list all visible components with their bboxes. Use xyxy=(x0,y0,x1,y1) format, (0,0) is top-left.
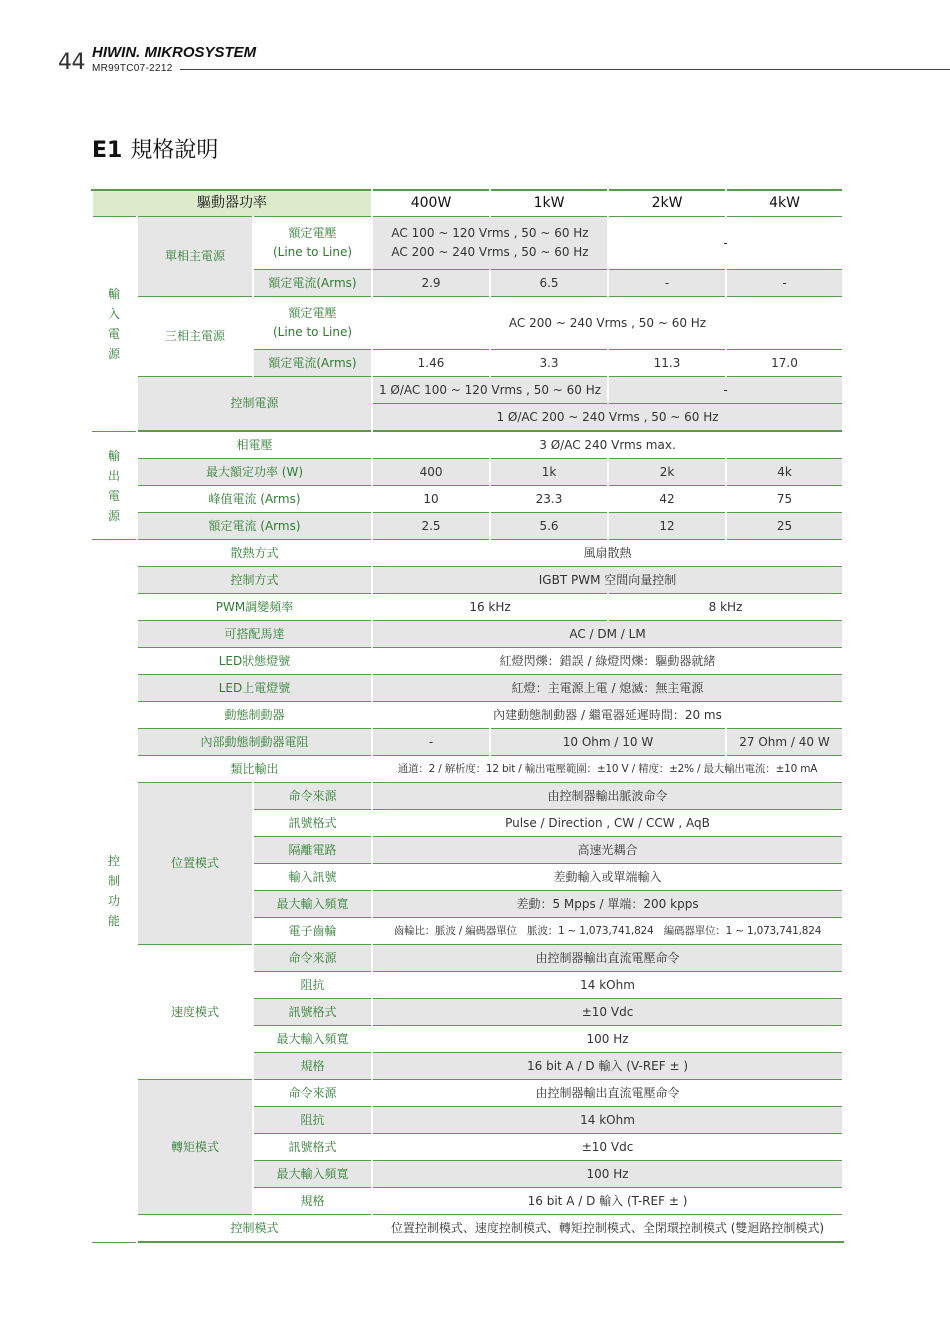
gear-value: 齒輪比：脈波 / 編碼器單位 脈波：1 ~ 1,073,741,824 編碼器單位：1 ~ 1,073,741,824 xyxy=(372,918,843,945)
control-modes-value: 位置控制模式、速度控制模式、轉矩控制模式、全閉環控制模式 (雙迴路控制模式) xyxy=(372,1215,843,1243)
led-power-value: 紅燈：主電源上電 / 熄滅：無主電源 xyxy=(372,675,843,702)
table-row xyxy=(92,459,843,486)
three-phase-voltage: AC 200 ~ 240 Vrms , 50 ~ 60 Hz xyxy=(372,297,843,350)
torque-mode-label: 轉矩模式 xyxy=(137,1080,253,1215)
cmd-source-label: 命令來源 xyxy=(253,945,372,972)
control-method-value: IGBT PWM 空間向量控制 xyxy=(372,567,843,594)
pwm-label: PWM調變頻率 xyxy=(137,594,372,621)
table-row xyxy=(92,621,843,648)
input-signal-value: 差動輸入或單端輸入 xyxy=(372,864,843,891)
control-power-high: 1 Ø/AC 200 ~ 240 Vrms , 50 ~ 60 Hz xyxy=(372,404,843,431)
table-cell: 23.3 xyxy=(490,486,608,513)
table-row xyxy=(92,377,843,404)
dyn-brake-value: 內建動態制動器 / 繼電器延遲時間：20 ms xyxy=(372,702,843,729)
signal-format-label: 訊號格式 xyxy=(253,810,372,837)
led-status-value: 紅燈閃爍：錯誤 / 綠燈閃爍：驅動器就緒 xyxy=(372,648,843,675)
peak-current-label: 峰值電流 (Arms) xyxy=(137,486,372,513)
dyn-resistor-label: 內部動態制動器電阻 xyxy=(137,729,372,756)
max-bandwidth-value: 100 Hz xyxy=(372,1161,843,1188)
table-cell: 1k xyxy=(490,459,608,486)
control-power-low: 1 Ø/AC 100 ~ 120 Vrms , 50 ~ 60 Hz xyxy=(372,377,608,404)
table-cell: 3.3 xyxy=(490,350,608,377)
led-power-label: LED上電燈號 xyxy=(137,675,372,702)
brand-logo: HIWIN. MIKROSYSTEM xyxy=(92,44,257,61)
table-row xyxy=(92,540,843,567)
rated-current-label: 額定電流(Arms) xyxy=(253,270,372,297)
document-code: MR99TC07-2212 xyxy=(92,63,173,74)
table-cell: 12 xyxy=(608,513,726,540)
col-400w: 400W xyxy=(372,190,490,217)
single-phase-voltage: AC 100 ~ 120 Vrms , 50 ~ 60 Hz AC 200 ~ 240 Vrms , 50 ~ 60 Hz xyxy=(372,217,608,270)
section-title xyxy=(92,133,218,164)
table-cell: 42 xyxy=(608,486,726,513)
gear-label: 電子齒輪 xyxy=(253,918,372,945)
impedance-value: 14 kOhm xyxy=(372,1107,843,1134)
max-bandwidth-label: 最大輸入頻寬 xyxy=(253,1026,372,1053)
section-number: E1 xyxy=(92,138,123,163)
table-cell: 11.3 xyxy=(608,350,726,377)
spec-value: 16 bit A / D 輸入 (V-REF ± ) xyxy=(372,1053,843,1080)
impedance-label: 阻抗 xyxy=(253,972,372,999)
impedance-value: 14 kOhm xyxy=(372,972,843,999)
motors-label: 可搭配馬達 xyxy=(137,621,372,648)
table-cell: - xyxy=(372,729,490,756)
signal-format-value: ±10 Vdc xyxy=(372,1134,843,1161)
phase-voltage-value: 3 Ø/AC 240 Vrms max. xyxy=(372,432,843,459)
col-2kw: 2kW xyxy=(608,190,726,217)
velocity-mode-label: 速度模式 xyxy=(137,945,253,1080)
table-row xyxy=(92,567,843,594)
position-mode-label: 位置模式 xyxy=(137,783,253,945)
pwm-value-low: 16 kHz xyxy=(372,594,608,621)
max-power-label: 最大額定功率 (W) xyxy=(137,459,372,486)
table-cell: 17.0 xyxy=(726,350,843,377)
table-cell: 5.6 xyxy=(490,513,608,540)
table-cell: 10 Ohm / 10 W xyxy=(490,729,726,756)
signal-format-label: 訊號格式 xyxy=(253,999,372,1026)
rated-current-label: 額定電流(Arms) xyxy=(253,350,372,377)
group-input-power: 輸 入 電 源 xyxy=(92,217,137,432)
table-cell: 25 xyxy=(726,513,843,540)
table-row xyxy=(92,675,843,702)
group-output-power: 輸 出 電 源 xyxy=(92,432,137,540)
table-cell: 2.9 xyxy=(372,270,490,297)
signal-format-label: 訊號格式 xyxy=(253,1134,372,1161)
cmd-source-label: 命令來源 xyxy=(253,783,372,810)
dyn-brake-label: 動態制動器 xyxy=(137,702,372,729)
section-heading: 規格說明 xyxy=(130,138,219,163)
spec-label: 規格 xyxy=(253,1053,372,1080)
table-row xyxy=(92,486,843,513)
table-row xyxy=(92,1080,843,1107)
control-power-low-hi: - xyxy=(608,377,843,404)
max-bandwidth-label: 最大輸入頻寬 xyxy=(253,891,372,918)
control-modes-label: 控制模式 xyxy=(137,1215,372,1243)
table-cell: - xyxy=(608,270,726,297)
control-method-label: 控制方式 xyxy=(137,567,372,594)
group-control-function: 控 制 功 能 xyxy=(92,540,137,1243)
input-signal-label: 輸入訊號 xyxy=(253,864,372,891)
analog-out-label: 類比輸出 xyxy=(137,756,372,783)
table-cell: 400 xyxy=(372,459,490,486)
analog-out-value: 通道：2 / 解析度：12 bit / 輸出電壓範圍：±10 V / 精度：±2% / 最大輸出電流：±10 mA xyxy=(372,756,843,783)
motors-value: AC / DM / LM xyxy=(372,621,843,648)
table-row xyxy=(92,756,843,783)
cooling-value: 風扇散熱 xyxy=(372,540,843,567)
table-cell: 27 Ohm / 40 W xyxy=(726,729,843,756)
table-cell: 10 xyxy=(372,486,490,513)
table-row xyxy=(92,513,843,540)
cmd-source-label: 命令來源 xyxy=(253,1080,372,1107)
page-number: 44 xyxy=(58,50,85,75)
table-row xyxy=(92,783,843,810)
impedance-label: 阻抗 xyxy=(253,1107,372,1134)
driver-power-header: 驅動器功率 xyxy=(92,190,372,217)
rated-voltage-label: 額定電壓 (Line to Line) xyxy=(253,217,372,270)
header-divider xyxy=(180,69,950,70)
table-row xyxy=(92,648,843,675)
cmd-source-value: 由控制器輸出脈波命令 xyxy=(372,783,843,810)
isolation-label: 隔離電路 xyxy=(253,837,372,864)
table-row xyxy=(92,729,843,756)
led-status-label: LED狀態燈號 xyxy=(137,648,372,675)
table-row xyxy=(92,945,843,972)
cmd-source-value: 由控制器輸出直流電壓命令 xyxy=(372,1080,843,1107)
table-row xyxy=(92,702,843,729)
table-row xyxy=(92,217,843,270)
table-row xyxy=(92,432,843,459)
table-cell: 6.5 xyxy=(490,270,608,297)
table-cell: 1.46 xyxy=(372,350,490,377)
col-4kw: 4kW xyxy=(726,190,843,217)
col-1kw: 1kW xyxy=(490,190,608,217)
table-row xyxy=(92,297,843,350)
signal-format-value: ±10 Vdc xyxy=(372,999,843,1026)
max-bandwidth-value: 100 Hz xyxy=(372,1026,843,1053)
signal-format-value: Pulse / Direction , CW / CCW , AqB xyxy=(372,810,843,837)
table-cell: 4k xyxy=(726,459,843,486)
table-row xyxy=(92,1215,843,1243)
phase-voltage-label: 相電壓 xyxy=(137,432,372,459)
table-header-row xyxy=(92,190,843,217)
spec-label: 規格 xyxy=(253,1188,372,1215)
cooling-label: 散熱方式 xyxy=(137,540,372,567)
table-cell: 2k xyxy=(608,459,726,486)
spec-table xyxy=(91,189,844,1243)
rated-current-label: 額定電流 (Arms) xyxy=(137,513,372,540)
max-bandwidth-label: 最大輸入頻寬 xyxy=(253,1161,372,1188)
control-power-label: 控制電源 xyxy=(137,377,372,431)
single-phase-voltage-hi: - xyxy=(608,217,843,270)
isolation-value: 高速光耦合 xyxy=(372,837,843,864)
max-bandwidth-value: 差動：5 Mpps / 單端：200 kpps xyxy=(372,891,843,918)
table-row xyxy=(92,594,843,621)
table-cell: 2.5 xyxy=(372,513,490,540)
cmd-source-value: 由控制器輸出直流電壓命令 xyxy=(372,945,843,972)
pwm-value-high: 8 kHz xyxy=(608,594,843,621)
spec-value: 16 bit A / D 輸入 (T-REF ± ) xyxy=(372,1188,843,1215)
three-phase-label: 三相主電源 xyxy=(137,297,253,377)
table-cell: - xyxy=(726,270,843,297)
rated-voltage-label: 額定電壓 (Line to Line) xyxy=(253,297,372,350)
single-phase-label: 單相主電源 xyxy=(137,217,253,297)
table-cell: 75 xyxy=(726,486,843,513)
